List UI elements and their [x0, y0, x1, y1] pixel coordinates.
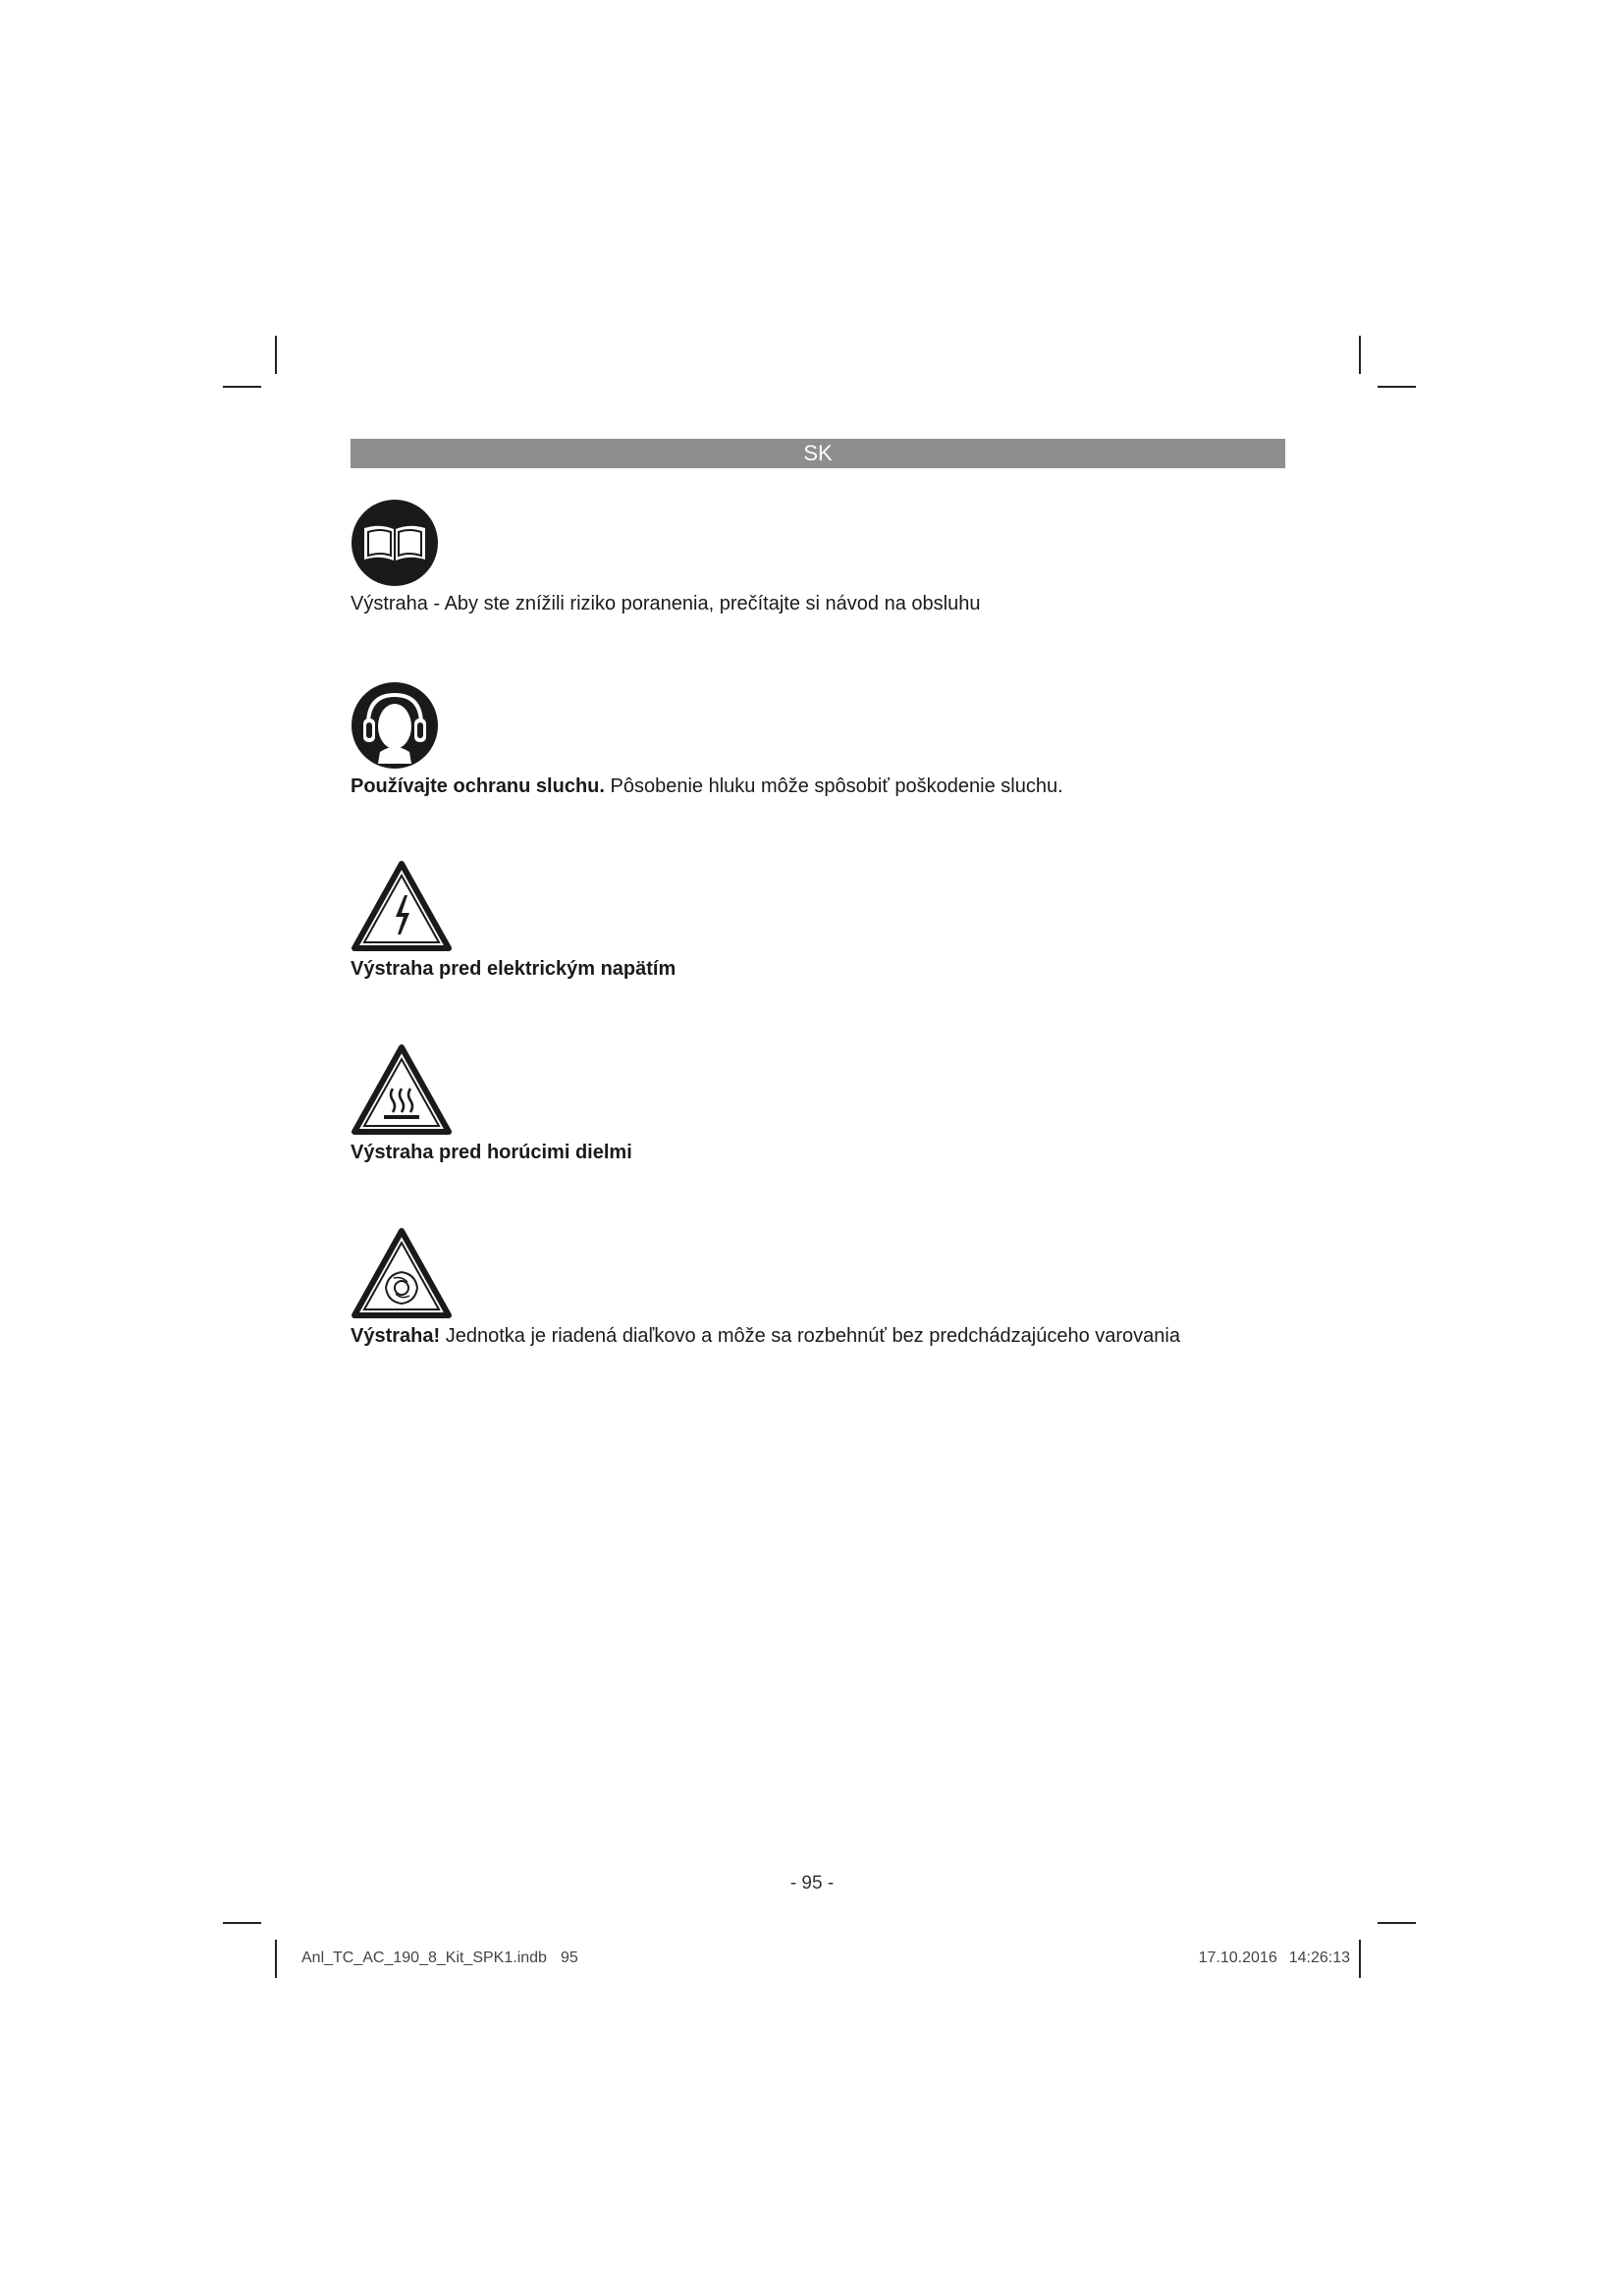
safety-item-text — [351, 1323, 1332, 1349]
footer-date: 17.10.2016 — [1198, 1949, 1277, 1966]
safety-item-hot-surface — [351, 1043, 1332, 1165]
footer-file-info — [301, 1949, 578, 1967]
hearing-protection-icon — [351, 681, 439, 770]
safety-item-electric-voltage — [351, 860, 1332, 982]
crop-mark — [275, 1940, 277, 1978]
crop-mark — [1359, 336, 1361, 374]
crop-mark — [1378, 386, 1416, 388]
safety-item-hearing-protection — [351, 681, 1332, 799]
safety-item-description: Pôsobenie hluku môže spôsobiť poškodenie sluchu. — [604, 775, 1063, 797]
page-number: - 95 - — [789, 1873, 835, 1894]
safety-item-bold-text: Výstraha! — [351, 1325, 441, 1347]
crop-mark — [1378, 1922, 1416, 1924]
automatic-start-warning-icon — [351, 1227, 453, 1319]
language-header-bar — [351, 439, 1285, 468]
footer-time: 14:26:13 — [1288, 1949, 1350, 1966]
hot-surface-warning-icon — [351, 1043, 453, 1136]
crop-mark — [223, 1922, 261, 1924]
electric-voltage-warning-icon — [351, 860, 453, 952]
safety-item-bold-text: Používajte ochranu sluchu. — [351, 775, 605, 797]
safety-item-text — [351, 1140, 1332, 1165]
safety-item-bold-text: Výstraha pred elektrickým napätím — [351, 958, 677, 980]
safety-item-read-manual — [351, 499, 1332, 616]
safety-item-text — [351, 956, 1332, 982]
language-code: SK — [803, 441, 833, 465]
footer-file-name: Anl_TC_AC_190_8_Kit_SPK1.indb — [301, 1949, 547, 1966]
safety-item-bold-text: Výstraha pred horúcimi dielmi — [351, 1142, 632, 1163]
safety-item-description: Jednotka je riadená diaľkovo a môže sa rozbehnúť bez predchádzajúceho varovania — [440, 1325, 1180, 1347]
crop-mark — [223, 386, 261, 388]
read-manual-icon — [351, 499, 439, 587]
footer-timestamp — [1199, 1949, 1350, 1967]
crop-mark — [1359, 1940, 1361, 1978]
safety-item-text — [351, 591, 1332, 616]
safety-item-automatic-start — [351, 1227, 1332, 1349]
crop-mark — [275, 336, 277, 374]
footer-file-page: 95 — [560, 1949, 578, 1966]
safety-item-description: Výstraha - Aby ste znížili riziko poranenia, prečítajte si návod na obsluhu — [351, 593, 981, 614]
safety-item-text — [351, 774, 1332, 799]
